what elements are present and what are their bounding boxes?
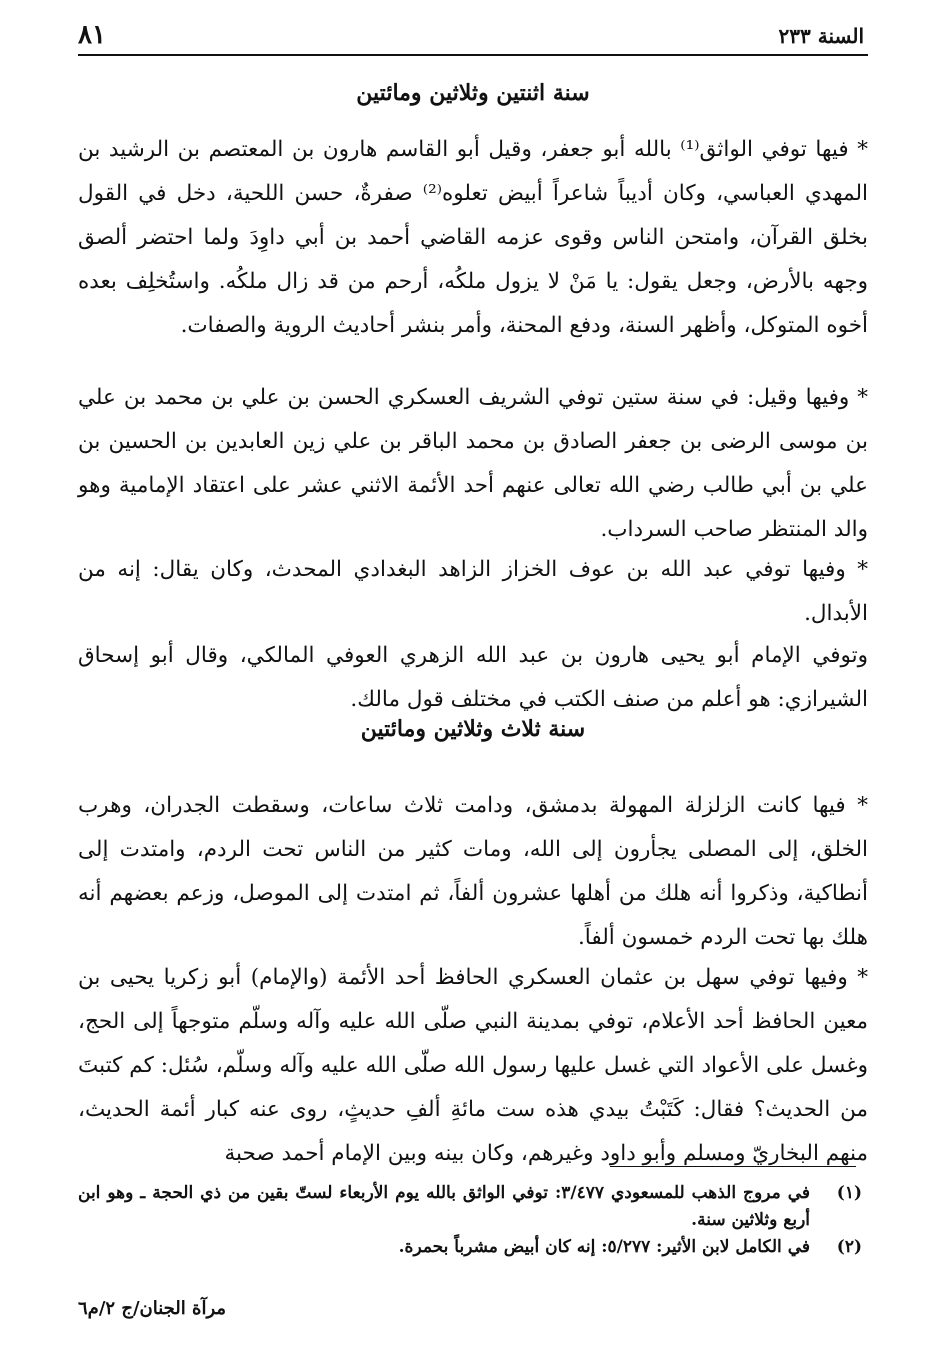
footnote-text: في مروج الذهب للمسعودي ٣/٤٧٧: توفي الواثق بالله يوم الأربعاء لستّ بقين من ذي الحجة ـ وهو ابن أربع وثلاثين سنة. [78,1183,810,1230]
footnote-number: (١) [836,1183,862,1203]
running-header [78,20,868,56]
footnote-item [78,1234,868,1261]
footnote-item [78,1180,868,1234]
footnote-text: في الكامل لابن الأثير: ٥/٢٧٧: إنه كان أبيض مشرباً بحمرة. [398,1237,810,1257]
paragraph: * وفيها توفي سهل بن عثمان العسكري الحافظ أحد الأئمة (والإمام) أبو زكريا يحيى بن معين الحافظ أحد الأعلام، توفي بمدينة النبي صلّى الله عليه وآله وسلّم متوجهاً إلى الحج، وغسل على الأعواد التي غسل عليها رسول الله صلّى الله عليه وآله وسلّم، سُئل: كم كتبتَ من الحديث؟ فقال: كَتَبْتُ بيدي هذه ست مائةِ ألفِ حديثٍ، روى عنه كبار أئمة الحديث، منهم البخاريّ ومسلم وأبو داود وغيرهم، وكان بينه وبين الإمام أحمد صحبة [78,965,868,1166]
paragraph: * فيها كانت الزلزلة المهولة بدمشق، ودامت ثلاث ساعات، وسقطت الجدران، وهرب الخلق، إلى المصلى يجأرون إلى الله، ومات كثير من الناس تحت الردم، وامتدت إلى أنطاكية، وذكروا أنه هلك من أهلها عشرون ألفاً، ثم امتدت إلى الموصل، وزعم بعضهم أنه هلك بها تحت الردم خمسون ألفاً. [78,793,868,950]
printer-signature: مرآة الجنان/ج ٢/م٦ [78,1298,227,1319]
paragraph: * وفيها توفي عبد الله بن عوف الخزاز الزاهد البغدادي المحدث، وكان يقال: إنه من الأبدال. [78,557,868,626]
page-number: ٨١ [78,20,106,50]
footnote-divider [610,1166,856,1167]
section-title-233: سنة ثلاث وثلاثين ومائتين [360,716,586,742]
footnote-number: (٢) [836,1237,862,1257]
year-label: السنة ٢٣٣ [778,24,864,48]
document-page [78,0,868,1364]
paragraph: * فيها توفي الواثق⁽¹⁾ بالله أبو جعفر، وقيل أبو القاسم هارون بن المعتصم بن الرشيد بن المهدي العباسي، وكان أديباً شاعراً أبيض تعلوه⁽²⁾ صفرةٌ، حسن اللحية، دخل في القول بخلق القرآن، وامتحن الناس وقوى عزمه القاضي أحمد بن أبي داوِدَ ولما احتضر ألصق وجهه بالأرض، وجعل يقول: يا مَنْ لا يزول ملكُه، أرحم من قد زال ملكُه. واستُخلِف بعده أخوه المتوكل، وأظهر السنة، ودفع المحنة، وأمر بنشر أحاديث الروية والصفات. [78,137,868,338]
footnotes [78,1180,868,1261]
paragraph: * وفيها وقيل: في سنة ستين توفي الشريف العسكري الحسن بن علي بن محمد بن علي بن موسى الرضى بن جعفر الصادق بن محمد الباقر بن علي زين العابدين بن الحسين بن علي بن أبي طالب رضي الله تعالى عنهم أحد الأئمة الاثني عشر على اعتقاد الإمامية وهو والد المنتظر صاحب السرداب. [78,385,868,542]
paragraph: وتوفي الإمام أبو يحيى هارون بن عبد الله الزهري العوفي المالكي، وقال أبو إسحاق الشيرازي: هو أعلم من صنف الكتب في مختلف قول مالك. [78,643,868,712]
section-title-232: سنة اثنتين وثلاثين ومائتين [356,80,590,106]
